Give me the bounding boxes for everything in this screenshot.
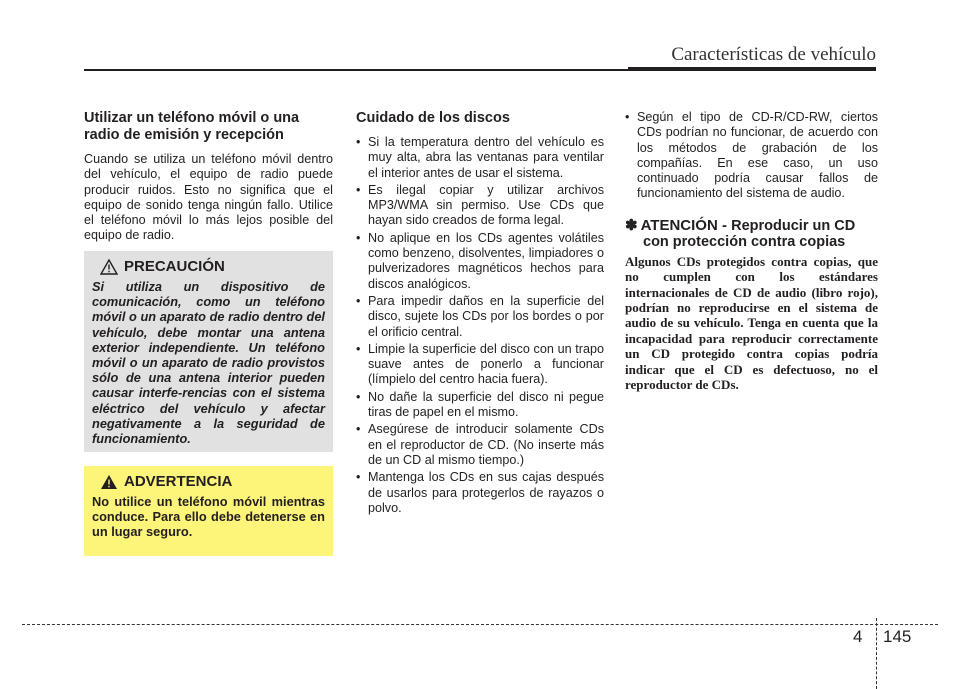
page-header-title: Características de vehículo <box>671 44 876 65</box>
attention-title: Reproducir un CD con protección contra copias <box>643 217 856 250</box>
list-item: • Si la temperatura dentro del vehículo es muy alta, abra las ventanas para ventilar el interior antes de usar el sistema. <box>356 135 604 181</box>
footer-rule <box>22 624 938 625</box>
warning-triangle-filled-icon <box>100 474 118 490</box>
list-item: • Asegúrese de introducir solamente CDs en el reproductor de CD. (No inserte más de un CD al mismo tiempo.) <box>356 422 604 468</box>
cdrw-list <box>625 110 878 202</box>
warning-text: No utilice un teléfono móvil mientras conduce. Para ello debe detenerse en un lugar seguro. <box>92 494 325 540</box>
list-item: • Es ilegal copiar y utilizar archivos MP3/WMA sin permiso. Use CDs que hayan sido creados de forma legal. <box>356 183 604 229</box>
attention-text: Algunos CDs protegidos contra copias, que no cumplen con los estándares internacionales de CD de audio (libro rojo), podrían no reproducirse en el sistema de audio de su vehículo. Tenga en cuenta que la incapacidad para reproducir correctamente un CD protegido contra copias podría indicar que el CD es defectuoso, no el reproductor de CDs. <box>625 253 878 393</box>
footer-divider <box>876 618 877 689</box>
list-item: • Limpie la superficie del disco con un trapo suave antes de ponerlo a funcionar (límpielo del centro hacia fuera). <box>356 342 604 388</box>
header-rule-accent <box>628 67 876 71</box>
list-item: • No dañe la superficie del disco ni pegue tiras de papel en el mismo. <box>356 390 604 421</box>
warning-title-row <box>100 472 325 492</box>
caution-title-row <box>100 257 325 277</box>
column-right <box>625 110 878 392</box>
section-heading-discs: Cuidado de los discos <box>356 110 510 126</box>
warning-box <box>84 466 333 556</box>
page-number: 145 <box>883 627 912 646</box>
column-left <box>84 110 333 244</box>
list-item: • Según el tipo de CD-R/CD-RW, ciertos CDs podrían no funcionar, de acuerdo con los métodos de grabación de los compañías. En ese caso, un uso continuado podría causar fallos de funcionamiento del sistema de audio. <box>625 110 878 202</box>
chapter-number: 4 <box>853 627 863 646</box>
section-body-phone: Cuando se utiliza un teléfono móvil dentro del vehículo, el equipo de radio puede producir ruidos. Esto no significa que el equipo de sonido tenga ningún fallo. Utilice el teléfono móvil lo más lejos posible del equipo de radio. <box>84 152 333 243</box>
attention-heading <box>625 218 878 250</box>
star-icon: ✽ <box>625 216 638 234</box>
caution-title: PRECAUCIÓN <box>124 258 225 275</box>
list-item: • Mantenga los CDs en sus cajas después de usarlos para protegerlos de rayazos o polvo. <box>356 470 604 516</box>
section-heading-phone: Utilizar un teléfono móvil o una radio de emisión y recepción <box>84 110 300 143</box>
list-item: • No aplique en los CDs agentes volátiles como benzeno, disolventes, limpiadores o pulverizadores magnéticos hechos para discos analógicos. <box>356 231 604 292</box>
attention-label: ATENCIÓN - <box>640 216 727 234</box>
discs-list <box>356 135 604 516</box>
caution-box <box>84 251 333 452</box>
warning-title: ADVERTENCIA <box>124 473 233 490</box>
list-item: • Para impedir daños en la superficie del disco, sujete los CDs por los bordes o por el orificio central. <box>356 294 604 340</box>
caution-text: Si utiliza un dispositivo de comunicación, como un teléfono móvil o un aparato de radio dentro del vehículo, debe montar una antena exterior independiente. Un teléfono móvil o un aparato de radio provistos sólo de una antena interior pueden causar interfe-rencias con el sistema eléctrico del vehículo y afectar negativamente a la seguridad de funcionamiento. <box>92 279 325 447</box>
warning-triangle-icon <box>100 259 118 275</box>
column-middle <box>356 110 604 518</box>
